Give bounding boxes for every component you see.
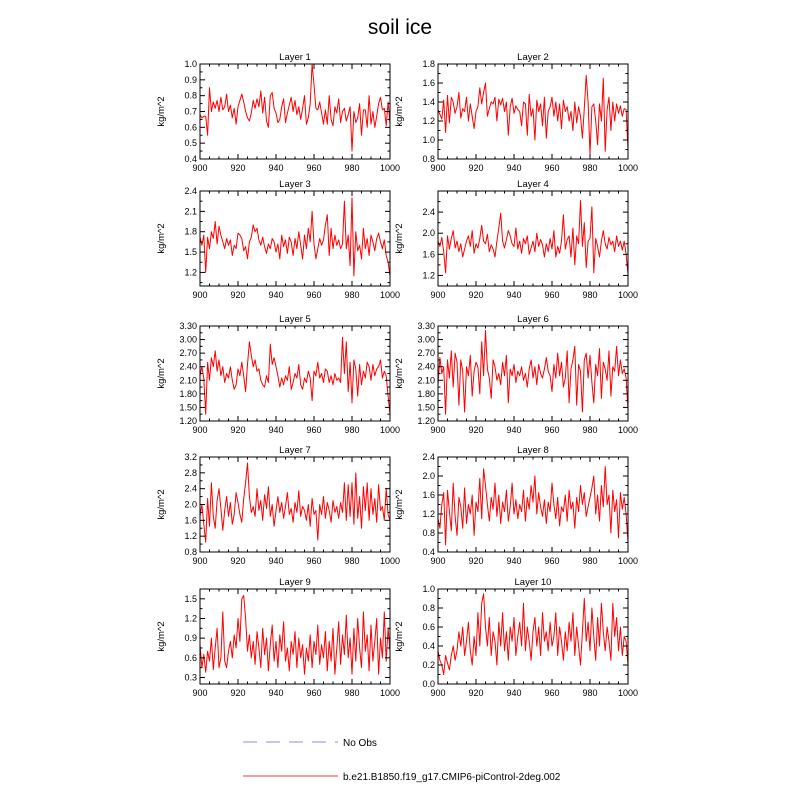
y-tick-label: 2.0 bbox=[422, 228, 435, 239]
y-tick-label: 1.80 bbox=[179, 388, 197, 399]
y-tick-label: 0.8 bbox=[422, 603, 435, 613]
x-tick-label: 980 bbox=[582, 163, 598, 173]
panel-title: Layer 6 bbox=[517, 314, 549, 325]
panel-title: Layer 4 bbox=[517, 179, 549, 190]
y-tick-label: 0.5 bbox=[184, 138, 197, 149]
y-tick-label: 1.50 bbox=[417, 402, 435, 413]
series-line bbox=[200, 463, 390, 542]
y-tick-label: 1.80 bbox=[417, 388, 435, 399]
y-tick-label: 1.6 bbox=[422, 78, 435, 88]
panel-layer-1 bbox=[156, 52, 400, 173]
x-tick-label: 960 bbox=[544, 688, 560, 698]
y-tick-label: 1.5 bbox=[184, 593, 197, 604]
x-tick-label: 960 bbox=[544, 556, 560, 566]
y-tick-label: 2.40 bbox=[417, 361, 435, 372]
y-tick-label: 1.6 bbox=[422, 249, 435, 260]
y-tick-label: 1.20 bbox=[179, 416, 197, 426]
x-tick-label: 900 bbox=[430, 425, 446, 435]
x-tick-label: 900 bbox=[430, 688, 446, 698]
y-axis-label: kg/m^2 bbox=[394, 358, 405, 389]
x-tick-label: 980 bbox=[582, 290, 598, 300]
legend-label-obs: No Obs bbox=[343, 738, 377, 749]
y-tick-label: 2.0 bbox=[184, 499, 197, 510]
figure-title: soil ice bbox=[367, 16, 433, 39]
panel-layer-10 bbox=[394, 577, 638, 698]
panel-layer-4 bbox=[394, 179, 638, 300]
x-tick-label: 960 bbox=[544, 425, 560, 435]
x-tick-label: 940 bbox=[268, 425, 284, 435]
y-tick-label: 0.2 bbox=[422, 660, 435, 670]
x-tick-label: 940 bbox=[268, 290, 284, 300]
y-tick-label: 1.6 bbox=[184, 515, 197, 526]
x-tick-label: 900 bbox=[192, 425, 208, 435]
y-tick-label: 3.30 bbox=[417, 321, 435, 331]
x-tick-label: 920 bbox=[230, 688, 246, 698]
y-tick-label: 2.0 bbox=[422, 471, 435, 481]
y-tick-label: 3.00 bbox=[417, 334, 435, 345]
y-tick-label: 1.2 bbox=[184, 531, 197, 542]
x-tick-label: 920 bbox=[230, 290, 246, 300]
x-tick-label: 1000 bbox=[379, 556, 401, 566]
legend bbox=[243, 738, 561, 783]
x-tick-label: 940 bbox=[506, 688, 522, 698]
y-tick-label: 1.0 bbox=[422, 135, 435, 145]
panel-title: Layer 3 bbox=[279, 179, 311, 190]
x-tick-label: 1000 bbox=[617, 163, 639, 173]
y-tick-label: 0.0 bbox=[422, 679, 435, 689]
y-tick-label: 0.8 bbox=[184, 547, 197, 557]
y-tick-label: 0.4 bbox=[422, 641, 435, 651]
panel-title: Layer 1 bbox=[279, 52, 311, 63]
panel-title: Layer 5 bbox=[279, 314, 311, 325]
y-tick-label: 0.6 bbox=[184, 122, 197, 133]
plot-frame bbox=[438, 191, 628, 286]
y-tick-label: 2.4 bbox=[184, 186, 197, 196]
x-tick-label: 920 bbox=[468, 290, 484, 300]
plot-frame bbox=[438, 457, 628, 552]
x-tick-label: 940 bbox=[506, 290, 522, 300]
x-tick-label: 940 bbox=[268, 163, 284, 173]
y-tick-label: 2.10 bbox=[179, 375, 197, 386]
panel-title: Layer 10 bbox=[514, 577, 552, 588]
y-tick-label: 1.8 bbox=[422, 59, 435, 69]
x-tick-label: 1000 bbox=[379, 425, 401, 435]
panel-title: Layer 7 bbox=[279, 445, 311, 456]
panels-grid bbox=[156, 52, 638, 698]
x-tick-label: 900 bbox=[430, 290, 446, 300]
x-tick-label: 960 bbox=[306, 290, 322, 300]
x-tick-label: 900 bbox=[192, 688, 208, 698]
x-tick-label: 960 bbox=[306, 688, 322, 698]
y-tick-label: 0.4 bbox=[422, 547, 435, 557]
y-tick-label: 1.2 bbox=[184, 267, 197, 278]
x-tick-label: 980 bbox=[344, 425, 360, 435]
y-tick-label: 3.2 bbox=[184, 452, 197, 462]
panel-layer-8 bbox=[394, 445, 638, 566]
x-tick-label: 940 bbox=[506, 425, 522, 435]
panel-layer-7 bbox=[156, 445, 400, 566]
x-tick-label: 1000 bbox=[379, 688, 401, 698]
y-tick-label: 1.2 bbox=[422, 509, 435, 519]
y-tick-label: 0.8 bbox=[184, 90, 197, 101]
y-tick-label: 1.8 bbox=[184, 226, 197, 237]
y-tick-label: 2.4 bbox=[184, 483, 197, 494]
x-tick-label: 1000 bbox=[617, 556, 639, 566]
y-tick-label: 2.8 bbox=[184, 467, 197, 478]
x-tick-label: 900 bbox=[430, 556, 446, 566]
x-tick-label: 920 bbox=[230, 556, 246, 566]
x-tick-label: 920 bbox=[468, 688, 484, 698]
y-tick-label: 0.6 bbox=[184, 652, 197, 663]
panel-layer-5 bbox=[156, 314, 400, 435]
y-tick-label: 2.1 bbox=[184, 206, 197, 217]
y-tick-label: 2.70 bbox=[417, 348, 435, 359]
y-axis-label: kg/m^2 bbox=[156, 223, 167, 254]
panel-title: Layer 9 bbox=[279, 577, 311, 588]
y-tick-label: 1.50 bbox=[179, 402, 197, 413]
y-tick-label: 3.30 bbox=[179, 321, 197, 331]
panel-layer-3 bbox=[156, 179, 400, 300]
x-tick-label: 960 bbox=[544, 163, 560, 173]
y-tick-label: 1.0 bbox=[422, 584, 435, 594]
series-line bbox=[200, 64, 390, 151]
y-tick-label: 1.5 bbox=[184, 247, 197, 258]
x-tick-label: 980 bbox=[344, 163, 360, 173]
x-tick-label: 900 bbox=[192, 163, 208, 173]
y-tick-label: 0.4 bbox=[184, 154, 197, 164]
series-line bbox=[200, 337, 390, 414]
x-tick-label: 920 bbox=[468, 556, 484, 566]
x-tick-label: 1000 bbox=[617, 425, 639, 435]
y-axis-label: kg/m^2 bbox=[156, 621, 167, 652]
x-tick-label: 1000 bbox=[617, 290, 639, 300]
x-tick-label: 980 bbox=[582, 556, 598, 566]
y-tick-label: 1.0 bbox=[184, 59, 197, 69]
x-tick-label: 940 bbox=[268, 688, 284, 698]
panel-title: Layer 8 bbox=[517, 445, 549, 456]
x-tick-label: 900 bbox=[192, 556, 208, 566]
x-tick-label: 960 bbox=[306, 556, 322, 566]
y-tick-label: 1.2 bbox=[184, 613, 197, 624]
series-line bbox=[438, 331, 628, 415]
x-tick-label: 940 bbox=[506, 556, 522, 566]
y-tick-label: 0.8 bbox=[422, 154, 435, 164]
x-tick-label: 980 bbox=[582, 425, 598, 435]
x-tick-label: 920 bbox=[230, 425, 246, 435]
y-tick-label: 2.4 bbox=[422, 452, 435, 462]
y-tick-label: 2.10 bbox=[417, 375, 435, 386]
y-axis-label: kg/m^2 bbox=[394, 223, 405, 254]
panel-layer-9 bbox=[156, 577, 400, 698]
y-tick-label: 2.40 bbox=[179, 361, 197, 372]
legend-label-model: b.e21.B1850.f19_g17.CMIP6-piControl-2deg.002 bbox=[343, 772, 561, 783]
panel-layer-6 bbox=[394, 314, 638, 435]
y-tick-label: 1.4 bbox=[422, 97, 435, 107]
x-tick-label: 940 bbox=[506, 163, 522, 173]
series-line bbox=[438, 594, 628, 675]
x-tick-label: 920 bbox=[230, 163, 246, 173]
y-axis-label: kg/m^2 bbox=[394, 489, 405, 520]
x-tick-label: 980 bbox=[344, 290, 360, 300]
y-tick-label: 1.20 bbox=[417, 416, 435, 426]
panel-layer-2 bbox=[394, 52, 638, 173]
series-line bbox=[200, 198, 390, 276]
x-tick-label: 980 bbox=[344, 688, 360, 698]
y-tick-label: 0.9 bbox=[184, 633, 197, 644]
y-tick-label: 1.2 bbox=[422, 270, 435, 281]
y-tick-label: 2.70 bbox=[179, 348, 197, 359]
x-tick-label: 920 bbox=[468, 425, 484, 435]
y-tick-label: 0.8 bbox=[422, 528, 435, 538]
x-tick-label: 980 bbox=[582, 688, 598, 698]
x-tick-label: 980 bbox=[344, 556, 360, 566]
x-tick-label: 900 bbox=[430, 163, 446, 173]
y-axis-label: kg/m^2 bbox=[394, 621, 405, 652]
x-tick-label: 920 bbox=[468, 163, 484, 173]
series-line bbox=[438, 201, 628, 275]
y-tick-label: 2.4 bbox=[422, 207, 435, 218]
y-tick-label: 3.00 bbox=[179, 334, 197, 345]
y-axis-label: kg/m^2 bbox=[156, 489, 167, 520]
x-tick-label: 1000 bbox=[379, 163, 401, 173]
x-tick-label: 960 bbox=[306, 425, 322, 435]
y-axis-label: kg/m^2 bbox=[156, 358, 167, 389]
x-tick-label: 1000 bbox=[379, 290, 401, 300]
y-tick-label: 0.3 bbox=[184, 672, 197, 683]
series-line bbox=[438, 467, 628, 545]
panel-title: Layer 2 bbox=[517, 52, 549, 63]
x-tick-label: 1000 bbox=[617, 688, 639, 698]
y-tick-label: 1.2 bbox=[422, 116, 435, 126]
series-line bbox=[200, 596, 390, 675]
x-tick-label: 900 bbox=[192, 290, 208, 300]
x-tick-label: 960 bbox=[306, 163, 322, 173]
y-tick-label: 0.9 bbox=[184, 74, 197, 85]
x-tick-label: 940 bbox=[268, 556, 284, 566]
y-axis-label: kg/m^2 bbox=[394, 96, 405, 127]
x-tick-label: 960 bbox=[544, 290, 560, 300]
y-tick-label: 1.6 bbox=[422, 490, 435, 500]
y-tick-label: 0.7 bbox=[184, 106, 197, 117]
series-line bbox=[438, 75, 628, 154]
y-tick-label: 0.6 bbox=[422, 622, 435, 632]
y-axis-label: kg/m^2 bbox=[156, 96, 167, 127]
